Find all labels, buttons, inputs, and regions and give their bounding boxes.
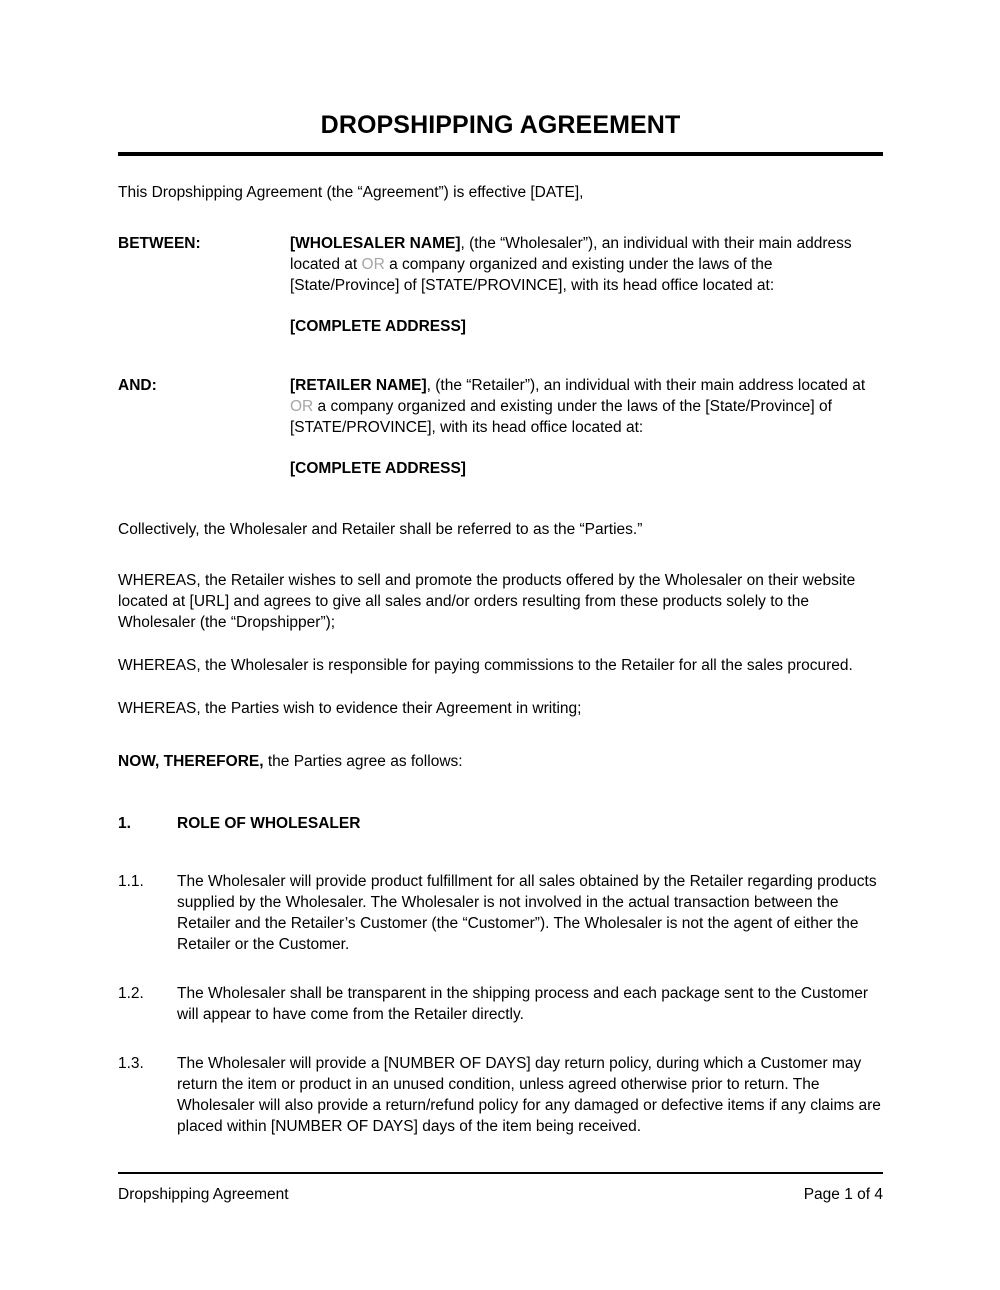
- clause-number-1-1: 1.1.: [118, 873, 144, 890]
- clause-1-1: [118, 871, 883, 955]
- section-title-1: ROLE OF WHOLESALER: [177, 815, 361, 832]
- wholesaler-name-placeholder: [WHOLESALER NAME]: [290, 235, 461, 252]
- retailer-or-token: OR: [290, 398, 314, 415]
- effective-date-line: This Dropshipping Agreement (the “Agreement”) is effective [DATE],: [118, 184, 584, 201]
- now-therefore-line: [118, 751, 883, 772]
- footer-page-number: Page 1 of 4: [803, 1186, 883, 1203]
- retailer-address-placeholder: [COMPLETE ADDRESS]: [290, 460, 466, 477]
- party-label-between: BETWEEN:: [118, 235, 201, 252]
- party-block-wholesaler: [118, 233, 883, 337]
- clause-text-1-3: The Wholesaler will provide a [NUMBER OF DAYS] day return policy, during which a Customer may return the item or product in an unused condition, unless agreed otherwise prior to return. The Wholesaler will also provide a return/refund policy for any damaged or defective items if any claims are placed within [NUMBER OF DAYS] days of the item being received.: [177, 1055, 881, 1135]
- section-number-1: 1.: [118, 815, 131, 832]
- page-footer: [118, 1172, 883, 1205]
- clause-text-1-1: The Wholesaler will provide product fulfillment for all sales obtained by the Retailer regarding products supplied by the Wholesaler. The Wholesaler is not involved in the actual transaction between the Retailer and the Retailer’s Customer (the “Customer”). The Wholesaler is not the agent of either the Retailer or the Customer.: [177, 873, 877, 953]
- parties-collective-definition: Collectively, the Wholesaler and Retailer shall be referred to as the “Parties.”: [118, 521, 643, 538]
- recital-whereas-1: WHEREAS, the Retailer wishes to sell and promote the products offered by the Wholesaler on their website located at [URL] and agrees to give all sales and/or orders resulting from these products solely to the Wholesaler (the “Dropshipper”);: [118, 572, 856, 631]
- page-title: DROPSHIPPING AGREEMENT: [320, 111, 681, 139]
- document-content: [118, 0, 883, 1137]
- party-label-and: AND:: [118, 377, 157, 394]
- wholesaler-or-token: OR: [361, 256, 385, 273]
- section-heading-1: [118, 813, 883, 834]
- footer-document-name: Dropshipping Agreement: [118, 1186, 289, 1203]
- recital-whereas-3: WHEREAS, the Parties wish to evidence their Agreement in writing;: [118, 700, 582, 717]
- clause-number-1-3: 1.3.: [118, 1055, 144, 1072]
- footer-divider: [118, 1172, 883, 1174]
- wholesaler-address-placeholder: [COMPLETE ADDRESS]: [290, 318, 466, 335]
- recital-whereas-2: WHEREAS, the Wholesaler is responsible for paying commissions to the Retailer for all the sales procured.: [118, 657, 853, 674]
- clause-1-3: [118, 1053, 883, 1137]
- retailer-text-after-or: a company organized and existing under the laws of the [State/Province] of [STATE/PROVINCE], with its head office located at:: [290, 398, 832, 436]
- party-description-retailer: [290, 375, 883, 438]
- party-description-wholesaler: [290, 233, 883, 296]
- clause-text-1-2: The Wholesaler shall be transparent in the shipping process and each package sent to the Customer will appear to have come from the Retailer directly.: [177, 985, 869, 1023]
- now-therefore-text: the Parties agree as follows:: [263, 753, 463, 770]
- retailer-text-before-or: , (the “Retailer”), an individual with their main address located at: [426, 377, 866, 394]
- clause-number-1-2: 1.2.: [118, 985, 144, 1002]
- wholesaler-text-after-or: a company organized and existing under the laws of the [State/Province] of [STATE/PROVINCE], with its head office located at:: [290, 256, 775, 294]
- footer-row: [118, 1184, 883, 1205]
- title-divider: [118, 152, 883, 156]
- wholesaler-text-before-or: , (the “Wholesaler”), an individual with their main address located at: [290, 235, 852, 273]
- party-block-retailer: [118, 375, 883, 479]
- clause-1-2: [118, 983, 883, 1025]
- now-therefore-label: NOW, THEREFORE,: [118, 753, 264, 770]
- retailer-name-placeholder: [RETAILER NAME]: [290, 377, 427, 394]
